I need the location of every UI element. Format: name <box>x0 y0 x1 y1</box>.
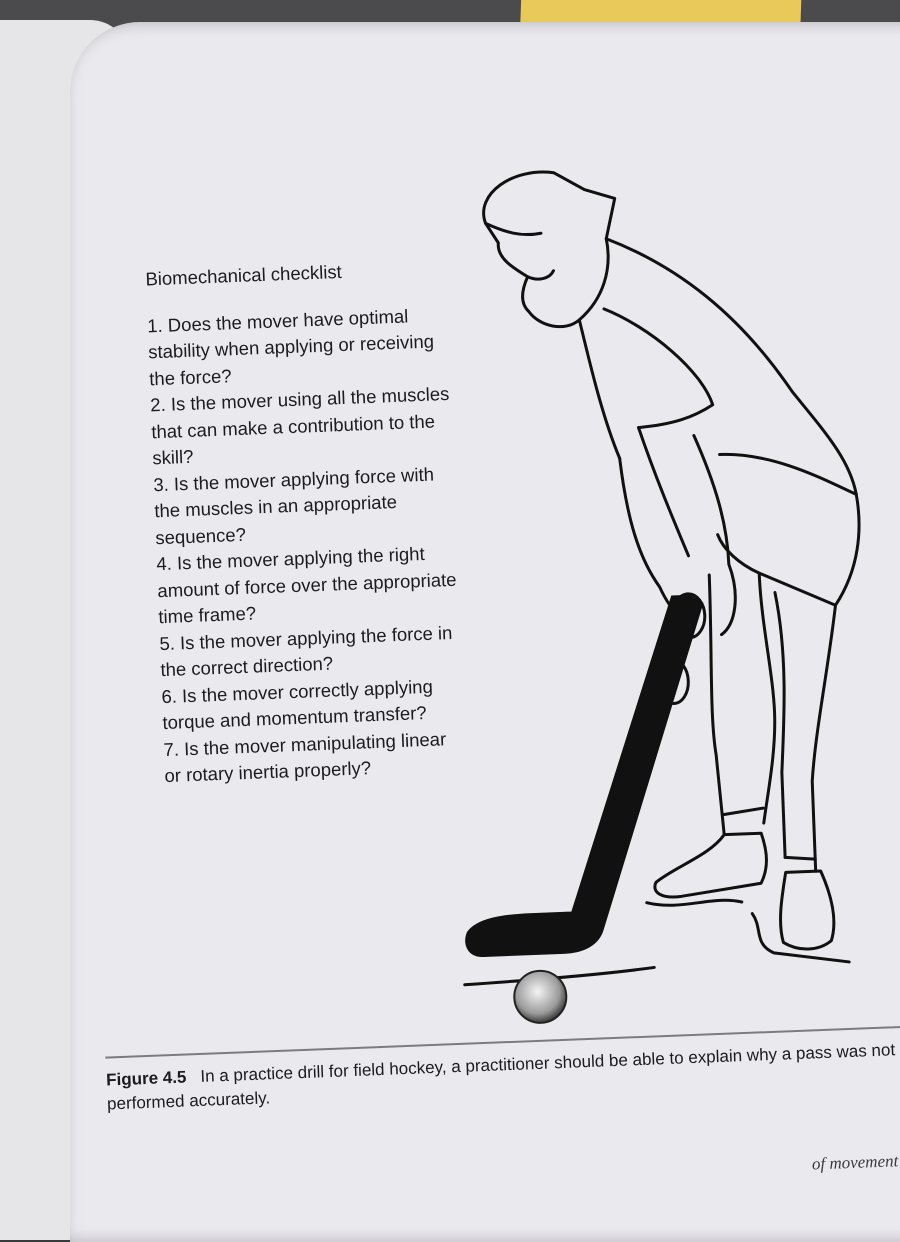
running-head: of movement <box>811 1151 899 1174</box>
checklist-item: 4. Is the mover applying the right amount of force over the appropriate time frame? <box>155 542 457 628</box>
player-sleeve <box>604 305 714 429</box>
field-hockey-illustration <box>423 149 886 1045</box>
checklist-title: Biomechanical checklist <box>145 260 343 290</box>
player-head <box>482 169 619 329</box>
player-back-leg <box>806 605 846 871</box>
hockey-stick <box>453 595 715 956</box>
checklist-item: 3. Is the mover applying force with the muscles in an appropriate sequence? <box>152 463 435 548</box>
hockey-ball <box>513 970 567 1024</box>
player-front-leg <box>707 575 724 835</box>
figure-label: Figure 4.5 <box>105 1067 187 1090</box>
player-torso <box>606 230 856 504</box>
figure-caption-text: In a practice drill for field hockey, a practitioner should be able to explain why a pass was not performed accurately. <box>106 1040 896 1114</box>
checklist-item: 2. Is the mover using all the muscles that can make a contribution to the skill? <box>149 382 450 469</box>
checklist-items <box>147 301 465 789</box>
checklist-item: 1. Does the mover have optimal stability when applying or receiving the force? <box>146 304 435 389</box>
checklist-item: 7. Is the mover manipulating linear or rotary inertia properly? <box>163 727 447 787</box>
biomechanical-checklist <box>145 255 465 790</box>
figure-caption <box>106 1038 897 1116</box>
player-back-shoe <box>779 871 835 950</box>
checklist-item: 6. Is the mover correctly applying torque and momentum transfer? <box>161 675 434 734</box>
checklist-item: 5. Is the mover applying the force in the correct direction? <box>159 621 453 681</box>
player-front-shoe <box>653 833 768 898</box>
player-shorts <box>715 449 863 609</box>
